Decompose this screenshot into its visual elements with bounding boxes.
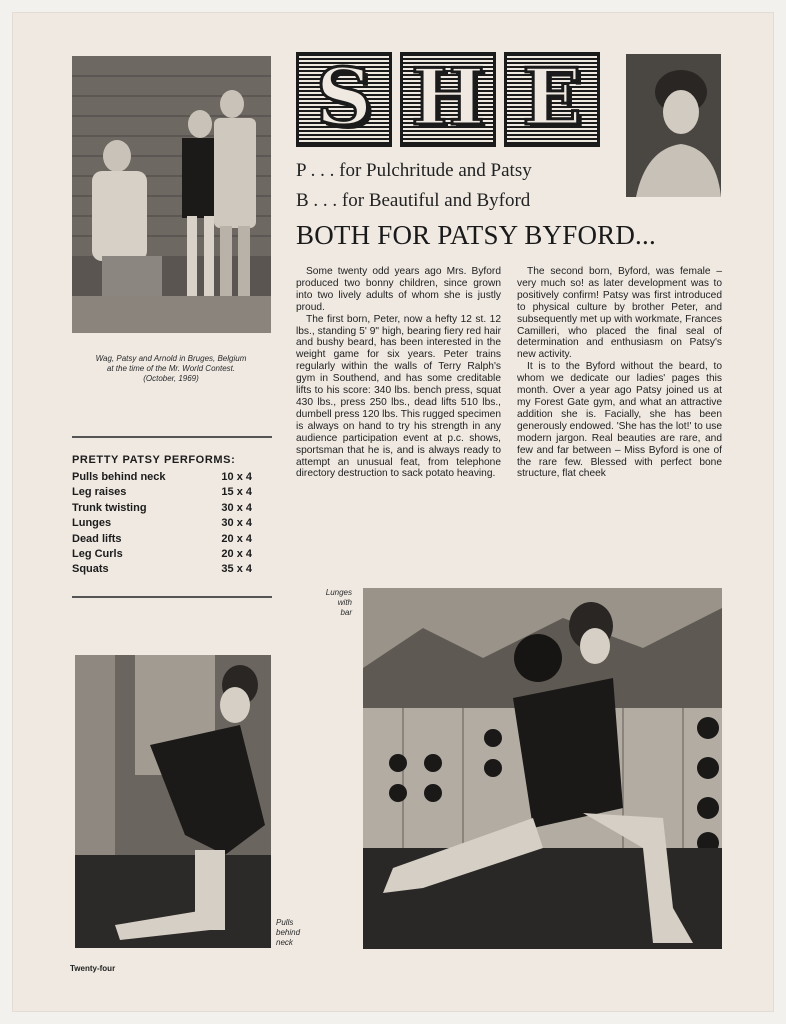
paragraph: The first born, Peter, now a hefty 12 st. 12 lbs., standing 5' 9" high, bearing fiery red hair and bushy beard, has been interested in the weight game for six years. Peter trains regularly within the walls of Terry Ralph's gym in Southend, and has some creditable lifts to his score: 340 lbs. bench press, squat 430 lbs., press 250 lbs., dead lifts 510 lbs., dumbell press 120 lbs. This rugged specimen is always on hand to try his strength in any audience participation event at p.c. shows, sportsman that he is, and is always ready to attempt an unusual feat, from telephone directory destruction to sack potato heaving. <box>296 313 501 480</box>
exercise-sets: 20 x 4 <box>221 547 252 560</box>
exercise-sets: 15 x 4 <box>221 486 252 499</box>
caption-line: with <box>337 598 352 607</box>
masthead-she <box>296 52 601 147</box>
exercise-name: Leg Curls <box>72 547 123 560</box>
page-number: Twenty-four <box>70 964 116 973</box>
caption-line: (October, 1969) <box>143 374 199 383</box>
caption-line: at the time of the Mr. World Contest. <box>106 364 236 373</box>
caption-line: bar <box>340 608 352 617</box>
caption-line: Pulls <box>276 918 294 927</box>
divider-bottom <box>72 596 272 598</box>
lunges-with-bar-photo <box>363 588 722 949</box>
masthead-letter: H <box>400 52 496 147</box>
exercise-sets: 10 x 4 <box>221 471 252 483</box>
performs-list <box>72 471 252 579</box>
paragraph: The second born, Byford, was female – very much so! as later development was to positively confirm! Patsy was first introduced to physical culture by brother Peter, and subsequently met up with workmate, Frances Camilleri, who placed the final seal of determination and enthusiasm on Patsy's new activity. <box>517 266 722 361</box>
masthead-letter: S <box>296 52 392 147</box>
caption-line: Wag, Patsy and Arnold in Bruges, Belgium <box>95 354 247 363</box>
exercise-sets: 35 x 4 <box>221 563 252 576</box>
exercise-name: Lunges <box>72 517 112 530</box>
masthead-letter: E <box>504 52 600 147</box>
exercise-name: Pulls behind neck <box>72 471 166 483</box>
group-photo <box>72 56 271 333</box>
divider-top <box>72 436 272 438</box>
paragraph: Some twenty odd years ago Mrs. Byford produced two bonny children, since grown into two lively adults of whom she is justly proud. <box>296 266 501 313</box>
paragraph: It is to the Byford without the beard, to whom we dedicate our ladies' pages this month. Over a year ago Patsy joined us at my Forest Gate gym, and what an attractive addition she is. Facially, she has been generously endowed. 'She has the lot!' to use modern jargon. Real beauties are rare, and few and far between – Miss Byford is one of the rare few. Blessed with perfect bone structure, flat cheek <box>517 361 722 480</box>
performs-row <box>72 471 252 486</box>
exercise-name: Leg raises <box>72 486 127 499</box>
performs-row <box>72 563 252 578</box>
article-column-right <box>517 266 722 480</box>
performs-title: PRETTY PATSY PERFORMS: <box>72 454 236 466</box>
group-photo-caption <box>66 354 276 384</box>
headline: BOTH FOR PATSY BYFORD... <box>296 220 656 250</box>
performs-row <box>72 548 252 563</box>
caption-line: neck <box>276 938 293 947</box>
portrait-photo <box>626 54 721 197</box>
pulls-behind-neck-photo <box>75 655 271 948</box>
caption-line: Lunges <box>325 588 352 597</box>
exercise-name: Dead lifts <box>72 532 122 545</box>
subline-pulchritude: P . . . for Pulchritude and Patsy <box>296 160 532 181</box>
exercise-sets: 20 x 4 <box>221 532 252 545</box>
exercise-name: Trunk twisting <box>72 501 147 514</box>
exercise-sets: 30 x 4 <box>221 517 252 530</box>
exercise-sets: 30 x 4 <box>221 501 252 514</box>
performs-row <box>72 502 252 517</box>
subline-beautiful: B . . . for Beautiful and Byford <box>296 190 531 211</box>
performs-row <box>72 486 252 501</box>
caption-line: behind <box>276 928 301 937</box>
article-column-left <box>296 266 501 480</box>
pulls-caption <box>276 918 316 948</box>
performs-row <box>72 533 252 548</box>
exercise-name: Squats <box>72 563 109 576</box>
performs-row <box>72 517 252 532</box>
lunges-caption <box>310 588 352 618</box>
